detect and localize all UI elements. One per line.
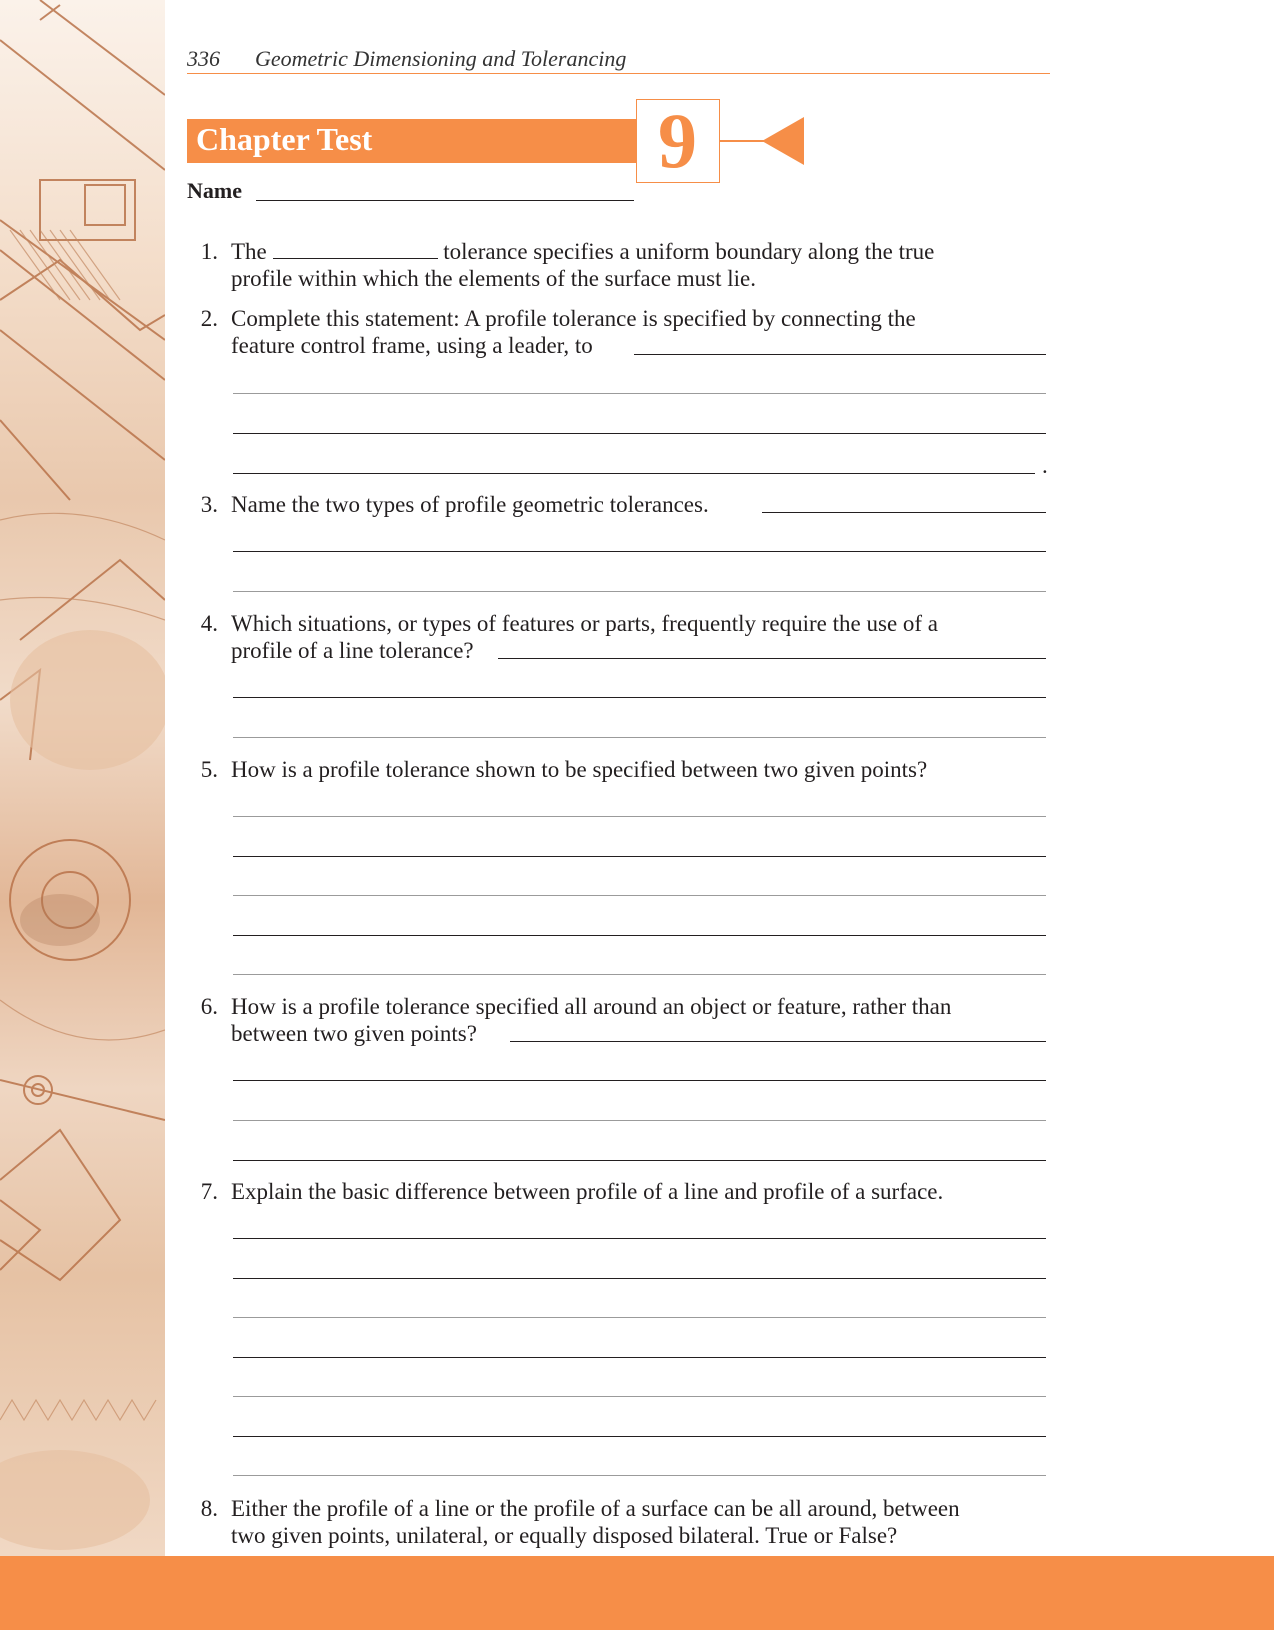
answer-line[interactable] xyxy=(233,1436,1046,1437)
arrow-left-icon xyxy=(762,117,806,165)
chapter-title: Chapter Test xyxy=(196,121,373,157)
question-1-line-2: profile within which the elements of the surface must lie. xyxy=(231,266,757,291)
question-8-line-1: Either the profile of a line or the profile of a surface can be all around, between xyxy=(231,1496,960,1521)
answer-line[interactable] xyxy=(233,697,1046,698)
question-5-line-1: How is a profile tolerance shown to be specified between two given points? xyxy=(231,757,928,782)
answer-line[interactable] xyxy=(233,856,1046,857)
question-6-line-2: between two given points? xyxy=(231,1021,477,1046)
question-3-line-1: Name the two types of profile geometric tolerances. xyxy=(231,492,709,517)
answer-line[interactable] xyxy=(233,737,1046,738)
question-2-line-1: Complete this statement: A profile tolerance is specified by connecting the xyxy=(231,306,916,331)
question-8-line-2: two given points, unilateral, or equally disposed bilateral. True or False? xyxy=(231,1523,898,1548)
page-number: 336 xyxy=(187,46,220,71)
answer-line[interactable] xyxy=(233,1120,1046,1121)
question-2-line-2: feature control frame, using a leader, to xyxy=(231,333,593,358)
answer-line[interactable] xyxy=(233,591,1046,592)
period-mark: . xyxy=(1042,453,1048,478)
question-text: tolerance specifies a uniform boundary along the true xyxy=(443,239,935,264)
question-number: 6. xyxy=(200,994,218,1019)
book-title: Geometric Dimensioning and Tolerancing xyxy=(255,46,627,71)
answer-line[interactable] xyxy=(233,1475,1046,1476)
question-7-line-1: Explain the basic difference between profile of a line and profile of a surface. xyxy=(231,1179,944,1204)
answer-line[interactable] xyxy=(233,1080,1046,1081)
question-number: 5. xyxy=(200,757,218,782)
technical-drawing-graphic xyxy=(0,0,165,1556)
answer-line[interactable] xyxy=(498,658,1046,659)
name-label: Name xyxy=(187,178,242,203)
question-number: 2. xyxy=(200,306,218,331)
answer-line[interactable] xyxy=(233,1357,1046,1358)
question-number: 1. xyxy=(200,239,218,264)
answer-line[interactable] xyxy=(762,512,1046,513)
name-field[interactable] xyxy=(256,200,634,201)
answer-line[interactable] xyxy=(233,1317,1046,1318)
question-number: 3. xyxy=(200,492,218,517)
question-number: 7. xyxy=(200,1179,218,1204)
answer-line[interactable] xyxy=(233,816,1046,817)
chapter-title-bar xyxy=(187,119,636,163)
answer-line[interactable] xyxy=(233,1238,1046,1239)
question-number: 4. xyxy=(200,611,218,636)
answer-line[interactable] xyxy=(233,895,1046,896)
running-header xyxy=(187,44,1050,74)
question-4-line-1: Which situations, or types of features or parts, frequently require the use of a xyxy=(231,611,939,636)
question-6-line-1: How is a profile tolerance specified all around an object or feature, rather than xyxy=(231,994,952,1019)
answer-line[interactable] xyxy=(233,473,1035,474)
answer-line[interactable] xyxy=(233,1278,1046,1279)
answer-line[interactable] xyxy=(510,1041,1046,1042)
answer-line[interactable] xyxy=(634,354,1046,355)
question-4-line-2: profile of a line tolerance? xyxy=(231,638,474,663)
question-1-line-1 xyxy=(231,238,934,265)
answer-line[interactable] xyxy=(233,551,1046,552)
chapter-number: 9 xyxy=(658,97,697,184)
question-text: The xyxy=(231,239,267,264)
chapter-number-box xyxy=(636,99,720,183)
answer-line[interactable] xyxy=(233,974,1046,975)
answer-line[interactable] xyxy=(233,1396,1046,1397)
question-number: 8. xyxy=(200,1496,218,1521)
answer-line[interactable] xyxy=(233,935,1046,936)
footer-bar xyxy=(0,1556,1274,1630)
answer-line[interactable] xyxy=(233,393,1046,394)
answer-line[interactable] xyxy=(233,1160,1046,1161)
side-illustration xyxy=(0,0,165,1556)
answer-line[interactable] xyxy=(233,433,1046,434)
fill-in-blank[interactable] xyxy=(273,241,438,259)
chapter-connector-line xyxy=(720,140,764,142)
